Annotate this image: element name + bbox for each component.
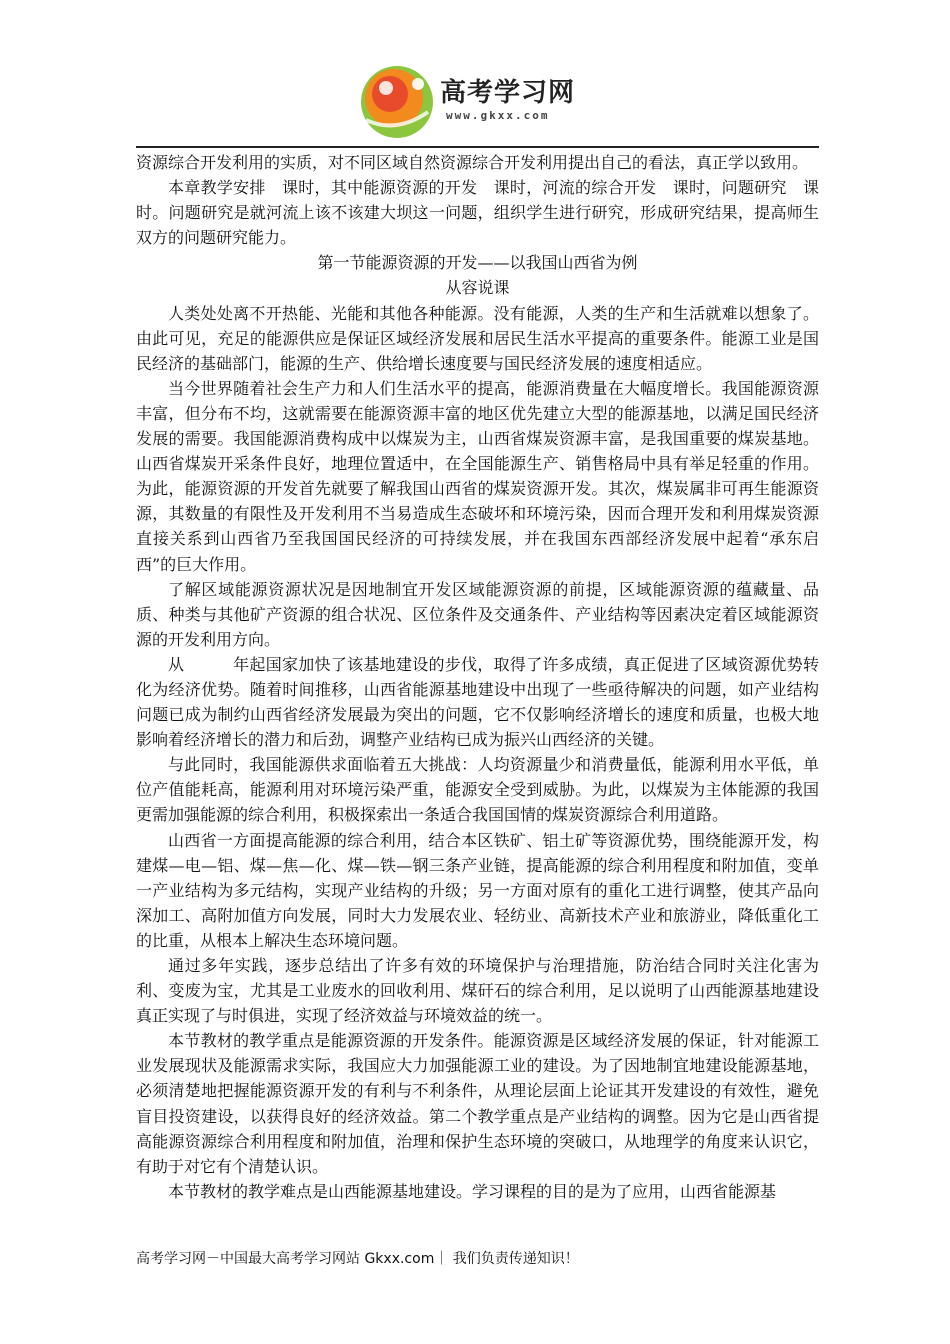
paragraph: 山西省一方面提高能源的综合利用，结合本区铁矿、铝土矿等资源优势，围绕能源开发，构建煤—电—铝、煤—焦—化、煤—铁—钢三条产业链，提高能源的综合利用程度和附加值，变单一产业结构为多元结构，实现产业结构的升级；另一方面对原有的重化工进行调整，使其产品向深加工、高附加值方向发展，同时大力发展农业、轻纺业、高新技术产业和旅游业，降低重化工的比重，从根本上解决生态环境问题。 — [136, 830, 819, 950]
logo-emblem-icon — [356, 62, 438, 142]
logo-url: www.gkxx.com — [446, 109, 550, 122]
paragraph: 本节教材的教学重点是能源资源的开发条件。能源资源是区域经济发展的保证，针对能源工业发展现状及能源需求实际，我国应大力加强能源工业的建设。为了因地制宜地建设能源基地，必须清楚地把握能源资源开发的有利与不利条件，从理论层面上论证其开发建设的有效性，避免盲目投资建设，以获得良好的经济效益。第二个教学重点是产业结构的调整。因为它是山西省提高能源资源综合利用程度和附加值，治理和保护生态环境的突破口，从地理学的角度来认识它，有助于对它有个清楚认识。 — [136, 1031, 819, 1176]
paragraph: 当今世界随着社会生产力和人们生活水平的提高，能源消费量在大幅度增长。我国能源资源丰富，但分布不均，这就需要在能源资源丰富的地区优先建立大型的能源基地，以满足国民经济发展的需要。我国能源消费构成中以煤炭为主，山西省煤炭资源丰富，是我国重要的煤炭基地。山西省煤炭开采条件良好，地理位置适中，在全国能源生产、销售格局中具有举足轻重的作用。为此，能源资源的开发首先就要了解我国山西省的煤炭资源开发。其次，煤炭属非可再生能源资源，其数量的有限性及开发利用不当易造成生态破坏和环境污染，因而合理开发和利用煤炭资源直接关系到山西省乃至我国国民经济的可持续发展，并在我国东西部经济发展中起着“承东启西”的巨大作用。 — [136, 378, 819, 574]
section-subtitle: 从容说课 — [445, 278, 510, 298]
logo-title: 高考学习网 — [440, 78, 576, 108]
paragraph-chapter-schedule: 本章教学安排 课时，其中能源资源的开发 课时，河流的综合开发 课时，问题研究 课时。问题研究是就河流上该不该建大坝这一问题，组织学生进行研究，形成研究结果，提高师生双方的问题研究能力。 — [136, 178, 819, 248]
section-title: 第一节能源资源的开发——以我国山西省为例 — [317, 253, 638, 273]
page-header — [0, 0, 950, 150]
header-divider — [136, 146, 819, 148]
paragraph: 了解区域能源资源状况是因地制宜开发区域能源资源的前提，区域能源资源的蕴藏量、品质、种类与其他矿产资源的组合状况、区位条件及交通条件、产业结构等因素决定着区域能源资源的开发利用方向。 — [136, 579, 819, 649]
paragraph: 通过多年实践，逐步总结出了许多有效的环境保护与治理措施，防治结合同时关注化害为利、变废为宝，尤其是工业废水的回收利用、煤矸石的综合利用，足以说明了山西能源基地建设真正实现了与时俱进，实现了经济效益与环境效益的统一。 — [136, 956, 819, 1026]
paragraph: 人类处处离不开热能、光能和其他各种能源。没有能源，人类的生产和生活就难以想象了。由此可见，充足的能源供应是保证区域经济发展和居民生活水平提高的重要条件。能源工业是国民经济的基础部门，能源的生产、供给增长速度要与国民经济发展的速度相适应。 — [136, 303, 819, 373]
page-footer: 高考学习网－中国最大高考学习网站 Gkxx.com｜ 我们负责传递知识！ — [136, 1251, 579, 1267]
paragraph: 本节教材的教学难点是山西能源基地建设。学习课程的目的是为了应用，山西省能源基 — [168, 1181, 777, 1201]
paragraph-continued: 资源综合开发利用的实质，对不同区域自然资源综合开发利用提出自己的看法，真正学以致用。 — [136, 153, 809, 172]
paragraph: 从 年起国家加快了该基地建设的步伐，取得了许多成绩，真正促进了区域资源优势转化为经济优势。随着时间推移，山西省能源基地建设中出现了一些亟待解决的问题，如产业结构问题已成为制约山西省经济发展最为突出的问题，它不仅影响经济增长的速度和质量，也极大地影响着经济增长的潜力和后劲，调整产业结构已成为振兴山西经济的关键。 — [136, 654, 819, 750]
document-body — [136, 150, 819, 1204]
paragraph: 与此同时，我国能源供求面临着五大挑战：人均资源量少和消费量低，能源利用水平低，单位产值能耗高，能源利用对环境污染严重，能源安全受到威胁。为此，以煤炭为主体能源的我国更需加强能源的综合利用，积极探索出一条适合我国国情的煤炭资源综合利用道路。 — [136, 755, 819, 825]
site-logo[interactable] — [356, 62, 596, 142]
